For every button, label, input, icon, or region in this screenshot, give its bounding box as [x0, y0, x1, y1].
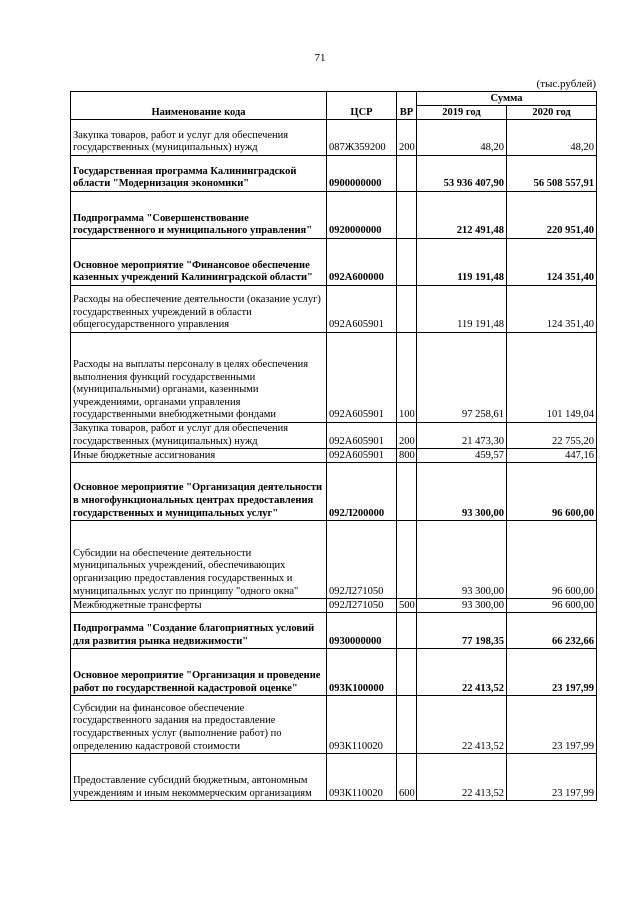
- row-csr-code: 092Л200000: [327, 463, 397, 521]
- row-vr-code: 500: [397, 599, 417, 613]
- row-csr-code: 0920000000: [327, 192, 397, 239]
- header-vr: ВР: [397, 92, 417, 120]
- row-name: Субсидии на финансовое обеспечение государственного задания на предоставление государственных услуг (выполнение работ) по определению кадастровой стоимости: [71, 696, 327, 754]
- row-csr-code: 087Ж359200: [327, 120, 397, 156]
- row-name: Основное мероприятие "Организация и проведение работ по государственной кадастровой оценке": [71, 649, 327, 696]
- row-csr-code: 093К100000: [327, 649, 397, 696]
- row-sum-2019: 22 413,52: [417, 649, 507, 696]
- row-sum-2020: 220 951,40: [507, 192, 597, 239]
- row-sum-2020: 124 351,40: [507, 286, 597, 333]
- table-row: [71, 649, 597, 696]
- row-sum-2019: 22 413,52: [417, 754, 507, 801]
- row-name: Расходы на выплаты персоналу в целях обеспечения выполнения функций государственными (муниципальными) органами, казенными учреждениями, органами управления государственными внебюджетными фондами: [71, 333, 327, 423]
- row-sum-2020: 96 600,00: [507, 463, 597, 521]
- row-name: Иные бюджетные ассигнования: [71, 449, 327, 463]
- row-vr-code: [397, 463, 417, 521]
- row-sum-2020: 96 600,00: [507, 521, 597, 599]
- header-2020: 2020 год: [507, 106, 597, 120]
- row-csr-code: 092А605901: [327, 423, 397, 449]
- row-sum-2019: 119 191,48: [417, 286, 507, 333]
- row-sum-2019: 97 258,61: [417, 333, 507, 423]
- row-vr-code: 200: [397, 120, 417, 156]
- row-vr-code: [397, 649, 417, 696]
- table-row: [71, 521, 597, 599]
- row-sum-2020: 101 149,04: [507, 333, 597, 423]
- table-row: [71, 239, 597, 286]
- row-vr-code: [397, 192, 417, 239]
- row-name: Закупка товаров, работ и услуг для обеспечения государственных (муниципальных) нужд: [71, 423, 327, 449]
- row-sum-2020: 23 197,99: [507, 754, 597, 801]
- row-csr-code: 092А605901: [327, 333, 397, 423]
- row-name: Закупка товаров, работ и услуг для обеспечения государственных (муниципальных) нужд: [71, 120, 327, 156]
- row-vr-code: [397, 156, 417, 192]
- budget-table: [70, 91, 597, 801]
- table-row: [71, 423, 597, 449]
- row-name: Государственная программа Калининградской области "Модернизация экономики": [71, 156, 327, 192]
- table-row: [71, 449, 597, 463]
- row-sum-2019: 21 473,30: [417, 423, 507, 449]
- row-vr-code: 800: [397, 449, 417, 463]
- row-sum-2020: 48,20: [507, 120, 597, 156]
- table-row: [71, 754, 597, 801]
- row-sum-2020: 56 508 557,91: [507, 156, 597, 192]
- row-name: Субсидии на обеспечение деятельности муниципальных учреждений, обеспечивающих организацию предоставления государственных и муниципальных услуг по принципу "одного окна": [71, 521, 327, 599]
- table-row: [71, 120, 597, 156]
- row-sum-2019: 93 300,00: [417, 463, 507, 521]
- row-sum-2020: 23 197,99: [507, 649, 597, 696]
- row-name: Подпрограмма "Совершенствование государственного и муниципального управления": [71, 192, 327, 239]
- units-label: (тыс.рублей): [536, 78, 596, 90]
- row-sum-2019: 93 300,00: [417, 599, 507, 613]
- header-2019: 2019 год: [417, 106, 507, 120]
- row-sum-2019: 119 191,48: [417, 239, 507, 286]
- table-row: [71, 696, 597, 754]
- row-sum-2020: 447,16: [507, 449, 597, 463]
- row-vr-code: [397, 239, 417, 286]
- row-sum-2019: 53 936 407,90: [417, 156, 507, 192]
- row-vr-code: [397, 613, 417, 649]
- row-sum-2020: 22 755,20: [507, 423, 597, 449]
- table-row: [71, 192, 597, 239]
- row-sum-2020: 23 197,99: [507, 696, 597, 754]
- row-name: Основное мероприятие "Организация деятельности в многофункциональных центрах предоставления государственных и муниципальных услуг": [71, 463, 327, 521]
- row-name: Предоставление субсидий бюджетным, автономным учреждениям и иным некоммерческим организациям: [71, 754, 327, 801]
- page-number: 71: [314, 52, 326, 64]
- row-vr-code: 100: [397, 333, 417, 423]
- row-sum-2019: 48,20: [417, 120, 507, 156]
- row-name: Расходы на обеспечение деятельности (оказание услуг) государственных учреждений в области общегосударственного управления: [71, 286, 327, 333]
- table-row: [71, 613, 597, 649]
- row-sum-2020: 124 351,40: [507, 239, 597, 286]
- row-name: Межбюджетные трансферты: [71, 599, 327, 613]
- row-name: Подпрограмма "Создание благоприятных условий для развития рынка недвижимости": [71, 613, 327, 649]
- table-row: [71, 333, 597, 423]
- header-name: Наименование кода: [71, 92, 327, 120]
- row-sum-2019: 77 198,35: [417, 613, 507, 649]
- row-vr-code: 200: [397, 423, 417, 449]
- row-csr-code: 092А605901: [327, 449, 397, 463]
- row-name: Основное мероприятие "Финансовое обеспечение казенных учреждений Калининградской области": [71, 239, 327, 286]
- table-row: [71, 286, 597, 333]
- table-row: [71, 599, 597, 613]
- header-sum: Сумма: [417, 92, 597, 106]
- table-row: [71, 156, 597, 192]
- row-sum-2019: 459,57: [417, 449, 507, 463]
- row-vr-code: [397, 696, 417, 754]
- row-vr-code: [397, 521, 417, 599]
- header-csr: ЦСР: [327, 92, 397, 120]
- row-csr-code: 092А605901: [327, 286, 397, 333]
- row-vr-code: 600: [397, 754, 417, 801]
- row-csr-code: 092Л271050: [327, 521, 397, 599]
- row-vr-code: [397, 286, 417, 333]
- table-row: [71, 463, 597, 521]
- row-csr-code: 0900000000: [327, 156, 397, 192]
- row-sum-2019: 93 300,00: [417, 521, 507, 599]
- row-csr-code: 093К110020: [327, 754, 397, 801]
- row-csr-code: 092А600000: [327, 239, 397, 286]
- row-sum-2020: 66 232,66: [507, 613, 597, 649]
- row-csr-code: 092Л271050: [327, 599, 397, 613]
- row-sum-2019: 212 491,48: [417, 192, 507, 239]
- row-sum-2019: 22 413,52: [417, 696, 507, 754]
- row-sum-2020: 96 600,00: [507, 599, 597, 613]
- row-csr-code: 093К110020: [327, 696, 397, 754]
- row-csr-code: 0930000000: [327, 613, 397, 649]
